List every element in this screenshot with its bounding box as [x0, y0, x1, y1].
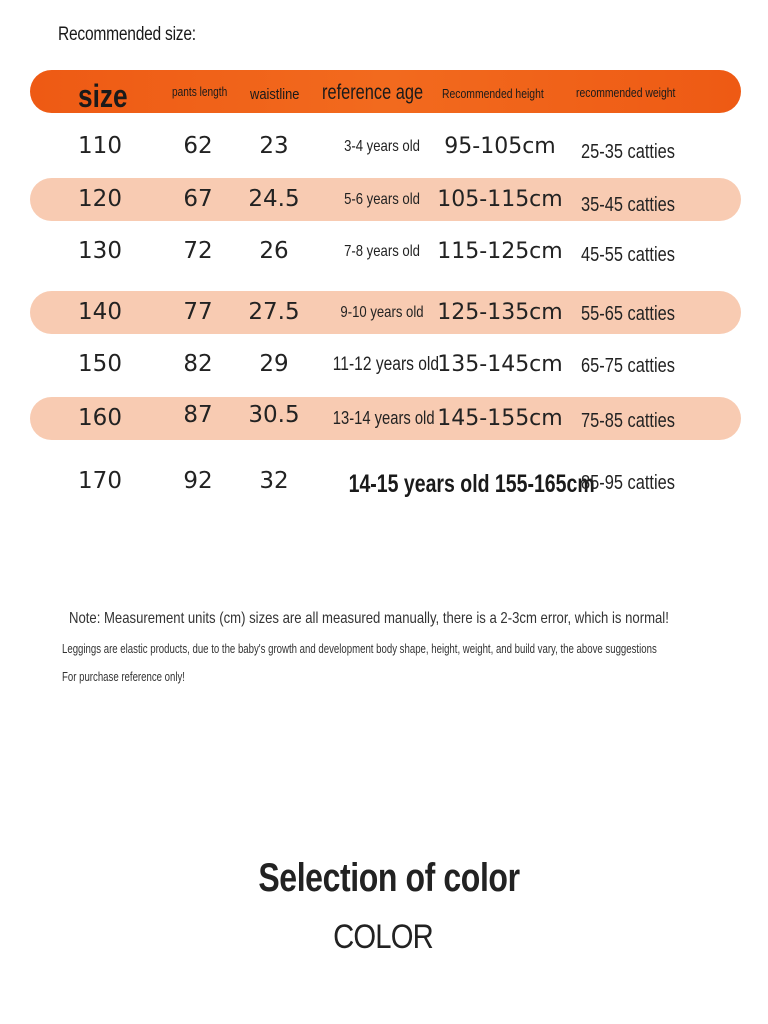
- cell-pants-length: 92: [183, 468, 213, 494]
- table-row: [30, 460, 741, 503]
- cell-reference-age: 7-8 years old: [344, 243, 420, 260]
- recommended-size-title: Recommended size:: [58, 24, 196, 45]
- cell-recommended-weight: 45-55 catties: [581, 244, 675, 266]
- cell-recommended-weight: 75-85 catties: [581, 410, 675, 432]
- cell-waistline: 24.5: [248, 186, 300, 212]
- cell-waistline: 30.5: [248, 402, 300, 428]
- cell-pants-length: 82: [183, 351, 213, 377]
- note-measurement: Note: Measurement units (cm) sizes are all measured manually, there is a 2-3cm error, which is normal!: [69, 610, 669, 627]
- cell-recommended-weight: 35-45 catties: [581, 194, 675, 216]
- cell-reference-age: 13-14 years old: [332, 408, 435, 428]
- cell-pants-length: 72: [183, 238, 213, 264]
- note-reference-only: For purchase reference only!: [62, 669, 185, 684]
- cell-size: 170: [78, 468, 122, 494]
- cell-pants-length: 77: [183, 299, 213, 325]
- table-row: [30, 178, 741, 221]
- cell-age-and-height: 14-15 years old 155-165cm: [348, 470, 595, 498]
- header-pants-length: pants length: [172, 84, 228, 99]
- cell-size: 160: [78, 405, 122, 431]
- header-recommended-height: Recommended height: [442, 86, 544, 101]
- cell-recommended-height: 105-115cm: [437, 187, 563, 212]
- table-row: [30, 125, 741, 168]
- cell-pants-length: 67: [183, 186, 213, 212]
- cell-recommended-weight: 85-95 catties: [581, 472, 675, 494]
- cell-size: 130: [78, 238, 122, 264]
- header-reference-age: reference age: [322, 81, 424, 104]
- note-elastic: Leggings are elastic products, due to the baby's growth and development body shape, height, weight, and build vary, the above suggestions: [62, 641, 657, 656]
- cell-recommended-height: 125-135cm: [437, 300, 563, 325]
- cell-recommended-weight: 25-35 catties: [581, 141, 675, 163]
- table-row: [30, 230, 741, 273]
- color-section-heading: Selection of color: [258, 856, 520, 900]
- cell-size: 110: [78, 133, 122, 159]
- cell-waistline: 26: [259, 238, 289, 264]
- cell-recommended-weight: 65-75 catties: [581, 355, 675, 377]
- cell-recommended-height: 115-125cm: [437, 239, 563, 264]
- cell-size: 140: [78, 299, 122, 325]
- cell-pants-length: 62: [183, 133, 213, 159]
- header-waistline: waistline: [250, 86, 300, 103]
- cell-waistline: 27.5: [248, 299, 300, 325]
- table-header-bar: [30, 70, 741, 113]
- cell-waistline: 32: [259, 468, 289, 494]
- table-row: [30, 291, 741, 334]
- cell-reference-age: 3-4 years old: [344, 138, 420, 155]
- color-section-subheading: COLOR: [333, 918, 433, 956]
- cell-size: 150: [78, 351, 122, 377]
- cell-recommended-height: 145-155cm: [437, 406, 563, 431]
- cell-reference-age: 9-10 years old: [340, 304, 424, 321]
- header-recommended-weight: recommended weight: [576, 85, 676, 100]
- header-size: size: [78, 78, 128, 114]
- cell-waistline: 29: [259, 351, 289, 377]
- cell-recommended-height: 95-105cm: [444, 134, 556, 159]
- cell-pants-length: 87: [183, 402, 213, 428]
- cell-recommended-weight: 55-65 catties: [581, 303, 675, 325]
- cell-reference-age: 5-6 years old: [344, 191, 420, 208]
- cell-recommended-height: 135-145cm: [437, 352, 563, 377]
- cell-size: 120: [78, 186, 122, 212]
- table-row: [30, 343, 741, 386]
- table-row: [30, 397, 741, 440]
- cell-waistline: 23: [259, 133, 289, 159]
- cell-reference-age: 11-12 years old: [332, 354, 440, 375]
